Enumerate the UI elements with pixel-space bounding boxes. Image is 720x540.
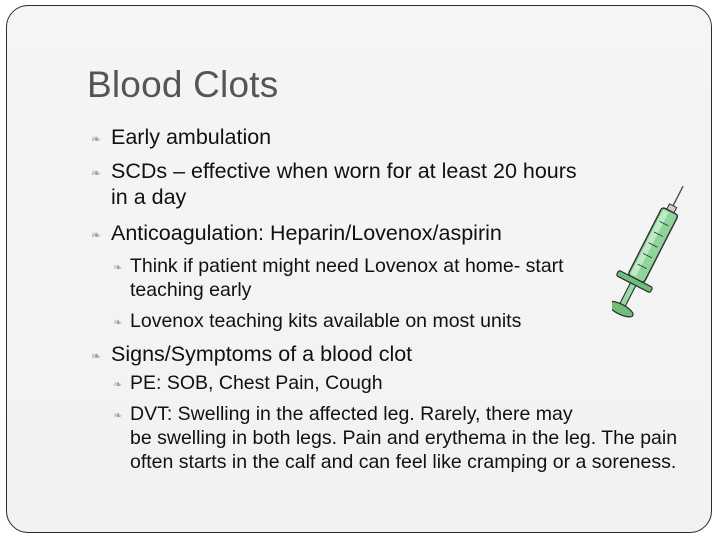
- bullet-continuation: in a day: [111, 185, 187, 209]
- bullet-continuation: be swelling in both legs. Pain and erythema in the leg. The pain often starts in the calf and can feel like cramping or a soreness.: [130, 427, 678, 473]
- bullet-text: Early ambulation: [111, 125, 272, 149]
- bullet-anticoagulation: [91, 220, 701, 246]
- bullet-icon: ❧: [91, 349, 102, 363]
- subbullet-dvt: [113, 402, 692, 474]
- syringe-icon: [612, 178, 686, 328]
- bullet-text: Anticoagulation: Heparin/Lovenox/aspirin: [111, 221, 502, 245]
- bullet-icon: ❧: [91, 166, 102, 180]
- bullet-text: Signs/Symptoms of a blood clot: [111, 342, 413, 366]
- bullet-icon: ❧: [113, 261, 123, 274]
- bullet-icon: ❧: [113, 409, 123, 422]
- bullet-scds: [91, 158, 701, 210]
- bullet-text: Lovenox teaching kits available on most units: [130, 310, 522, 332]
- bullet-early-ambulation: [91, 124, 701, 150]
- slide-title: Blood Clots: [87, 64, 279, 105]
- bullet-text: PE: SOB, Chest Pain, Cough: [130, 372, 383, 394]
- bullet-icon: ❧: [91, 228, 102, 242]
- subbullet-teaching-kits: [113, 309, 690, 333]
- bullet-continuation: teaching early: [130, 279, 252, 301]
- subbullet-lovenox-home: [113, 254, 690, 302]
- bullet-icon: ❧: [113, 316, 123, 329]
- bullet-text: Think if patient might need Lovenox at home- start: [130, 255, 564, 277]
- bullet-text: DVT: Swelling in the affected leg. Rarely, there may: [130, 403, 573, 425]
- bullet-icon: ❧: [91, 132, 102, 146]
- bullet-text: SCDs – effective when worn for at least 20 hours: [111, 159, 577, 183]
- subbullet-pe: [113, 371, 690, 395]
- bullet-icon: ❧: [113, 378, 123, 391]
- bullet-signs-symptoms: [91, 341, 701, 367]
- slide: [6, 5, 712, 533]
